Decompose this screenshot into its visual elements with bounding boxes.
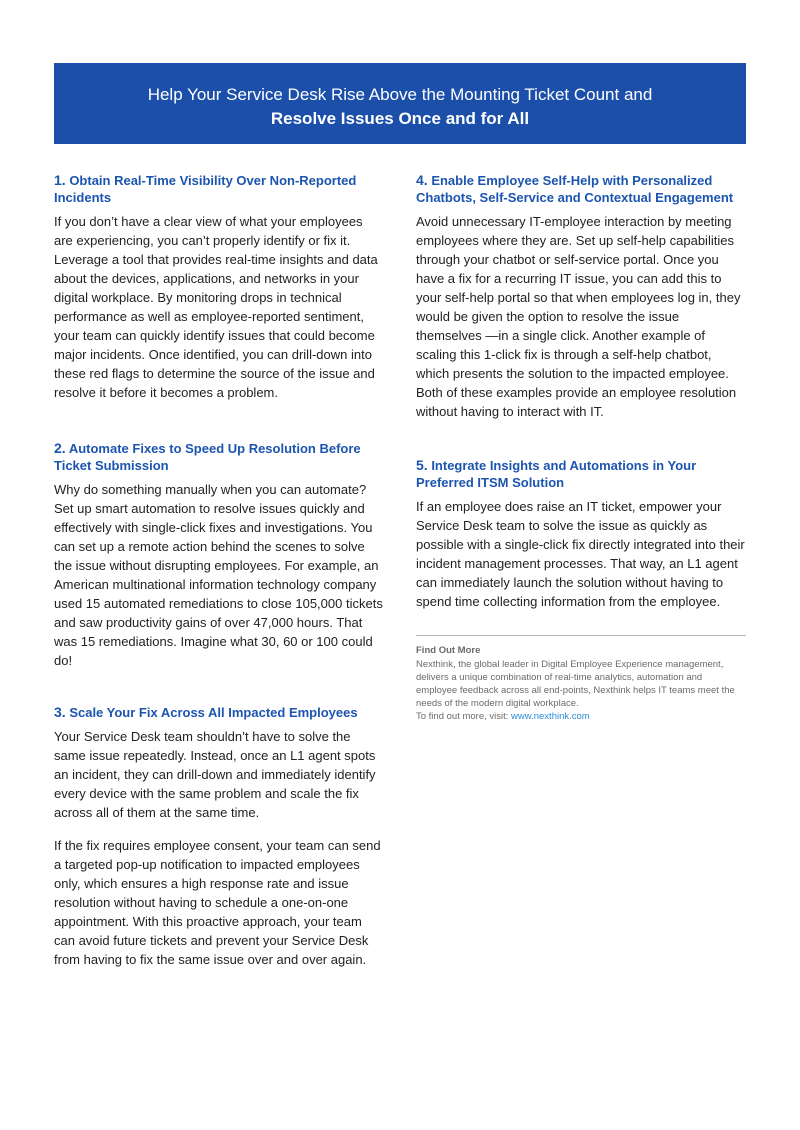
section-paragraph: If an employee does raise an IT ticket, empower your Service Desk team to solve the issue as quickly as possible with a single-click fix directly integrated into their incident management processes. That way, an L1 agent can immediately launch the solution without having to spend time collecting information from the employee. — [416, 499, 745, 609]
find-out-more-body — [416, 658, 746, 723]
section-number: 1. — [54, 172, 66, 188]
section-heading: Integrate Insights and Automations in Your Preferred ITSM Solution — [416, 458, 697, 490]
section-paragraph: If the fix requires employee consent, your team can send a targeted pop-up notification to impacted employees only, which ensures a high response rate and issue resolution without having to schedule a one-on-one appointment. With this proactive approach, your team can avoid future tickets and prevent your Service Desk from having to fix the same issue over and over again. — [54, 838, 381, 967]
banner-line-1: Help Your Service Desk Rise Above the Mounting Ticket Count and — [147, 85, 653, 104]
section-4 — [416, 172, 746, 421]
section-number: 3. — [54, 704, 66, 720]
section-title — [54, 172, 384, 206]
header-banner — [54, 63, 746, 144]
section-number: 2. — [54, 440, 66, 456]
right-column — [416, 172, 746, 723]
find-out-more-box — [416, 635, 746, 723]
section-5 — [416, 457, 746, 611]
section-1 — [54, 172, 384, 402]
section-title — [416, 457, 746, 491]
section-heading: Automate Fixes to Speed Up Resolution Before Ticket Submission — [54, 441, 361, 473]
section-title — [54, 704, 384, 721]
section-heading: Enable Employee Self-Help with Personalized Chatbots, Self-Service and Contextual Engagement — [416, 173, 734, 205]
left-column — [54, 172, 384, 993]
visit-prefix: To find out more, visit: — [416, 711, 512, 722]
section-paragraph: Avoid unnecessary IT-employee interaction by meeting employees where they are. Set up self-help capabilities through your chatbot or self-service portal. Once you have a fix for a recurring IT issue, you can add this to your self-help portal so that when employees log in, they would be given the option to resolve the issue themselves —in a single click. Another example of scaling this 1-click fix is through a self-help chatbot, which presents the solution to the impacted employee. Both of these examples provide an employee resolution without having to interact with IT. — [416, 214, 741, 419]
section-title — [54, 440, 384, 474]
section-number: 5. — [416, 457, 428, 473]
find-out-more-title: Find Out More — [416, 645, 481, 656]
section-paragraph: If you don’t have a clear view of what your employees are experiencing, you can’t properly identify or fix it. Leverage a tool that provides real-time insights and data about the devices, applications, and networks in your digital workplace. By monitoring drops in technical performance as well as employee-reported sentiment, your team can quickly identify issues that could become major incidents. Once identified, you can drill-down into these red flags to determine the source of the issue and resolve it before it becomes a problem. — [54, 214, 378, 400]
section-3 — [54, 704, 384, 969]
nexthink-website-link[interactable]: www.nexthink.com — [511, 711, 590, 722]
section-paragraph: Your Service Desk team shouldn’t have to solve the same issue repeatedly. Instead, once an L1 agent spots an incident, they can drill-down and immediately identify every device with the same problem and scale the fix across all of them at the same time. — [54, 729, 376, 820]
section-heading: Scale Your Fix Across All Impacted Employees — [69, 705, 358, 720]
find-out-more-text: Nexthink, the global leader in Digital Employee Experience management, delivers a unique combination of real-time analytics, automation and employee feedback across all end-points, Nexthink helps IT teams meet the needs of the modern digital workplace. — [416, 659, 735, 709]
section-paragraph: Why do something manually when you can automate? Set up smart automation to resolve issues quickly and effectively with single-click fixes and investigations. You can set up a remote action behind the scenes to solve the issue without disrupting employees. For example, an American multinational information technology company used 15 automated remediations to close 105,000 tickets and saw productivity gains of over 47,000 hours. That was 15 remediations. Imagine what 30, 60 or 100 could do! — [54, 482, 383, 668]
section-heading: Obtain Real-Time Visibility Over Non-Reported Incidents — [54, 173, 357, 205]
section-2 — [54, 440, 384, 670]
section-number: 4. — [416, 172, 428, 188]
banner-line-2: Resolve Issues Once and for All — [270, 109, 530, 128]
section-title — [416, 172, 746, 206]
